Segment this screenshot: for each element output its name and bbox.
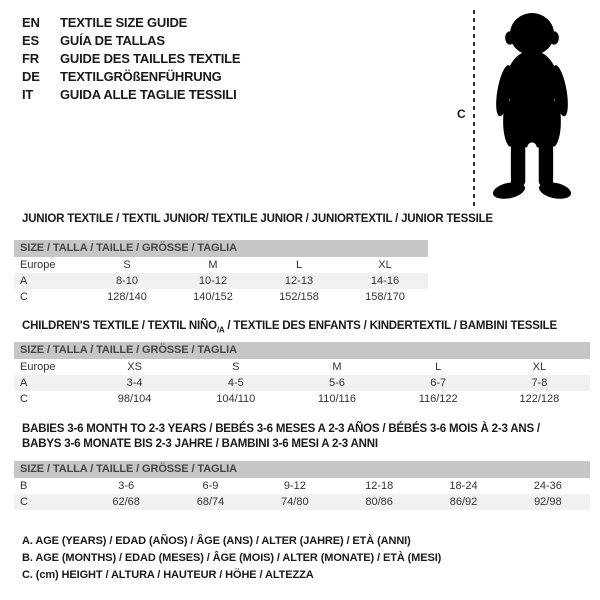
babies-section-title <box>22 422 540 452</box>
height-cell: 122/128 <box>519 393 560 405</box>
language-code: FR <box>22 51 39 66</box>
table-row-height <box>14 494 590 510</box>
height-dashed-line <box>473 10 475 206</box>
language-row-de <box>22 68 240 86</box>
height-cell: 74/80 <box>281 496 309 508</box>
height-cell: 68/74 <box>196 496 225 508</box>
size-cell: M <box>208 259 218 271</box>
row-label: A <box>20 275 28 287</box>
months-cell: 9-12 <box>283 480 306 492</box>
language-title: GUIDE DES TAILLES TEXTILE <box>60 51 241 66</box>
children-title-sub: /A <box>216 325 225 335</box>
size-cell: M <box>332 361 342 373</box>
row-label: C <box>20 291 28 303</box>
size-cell: XL <box>378 259 392 271</box>
table-row-age <box>14 273 428 289</box>
measure-c-label: C <box>457 107 466 121</box>
language-title: TEXTILE SIZE GUIDE <box>60 15 188 30</box>
language-code: ES <box>22 33 39 48</box>
height-cell: 110/116 <box>317 393 357 405</box>
height-cell: 158/170 <box>365 291 405 303</box>
size-header-bar: SIZE / TALLA / TAILLE / GRÖSSE / TAGLIA <box>14 461 590 478</box>
children-title-post: / TEXTILE DES ENFANTS / KINDERTEXTIL / BAMBINI TESSILE <box>224 320 557 332</box>
height-cell: 152/158 <box>279 291 319 303</box>
language-code: DE <box>22 69 40 84</box>
language-row-it <box>22 86 240 104</box>
row-label: C <box>20 496 28 508</box>
children-title-pre: CHILDREN'S TEXTILE / TEXTIL NIÑO <box>22 320 217 332</box>
babies-title-line2: BABYS 3-6 MONATE BIS 2-3 JAHRE / BAMBINI 3-6 MESI A 2-3 ANNI <box>22 438 378 450</box>
size-header-bar: SIZE / TALLA / TAILLE / GRÖSSE / TAGLIA <box>14 342 590 359</box>
height-cell: 140/152 <box>193 291 233 303</box>
age-cell: 10-12 <box>198 275 228 287</box>
junior-size-table <box>14 240 428 305</box>
age-cell: 12-13 <box>284 275 314 287</box>
size-header-bar: SIZE / TALLA / TAILLE / GRÖSSE / TAGLIA <box>14 240 428 257</box>
age-cell: 4-5 <box>227 377 244 389</box>
table-row-height <box>14 289 428 305</box>
language-row-en <box>22 14 240 32</box>
months-cell: 6-9 <box>202 480 219 492</box>
size-cell: S <box>123 259 131 271</box>
height-cell: 80/86 <box>365 496 393 508</box>
months-cell: 12-18 <box>365 480 394 492</box>
babies-size-table <box>14 461 590 510</box>
row-label: Europe <box>20 259 56 271</box>
children-section-title <box>22 320 557 334</box>
size-cell: XL <box>532 361 547 373</box>
language-title: GUÍA DE TALLAS <box>60 33 165 48</box>
language-code: EN <box>22 15 40 30</box>
note-c: C. (cm) HEIGHT / ALTURA / HAUTEUR / HÖHE / ALTEZZA <box>22 569 314 581</box>
height-cell: 116/122 <box>418 393 458 405</box>
junior-section-title: JUNIOR TEXTILE / TEXTIL JUNIOR/ TEXTILE JUNIOR / JUNIORTEXTIL / JUNIOR TESSILE <box>22 213 493 225</box>
table-row-europe <box>14 257 428 273</box>
age-cell: 5-6 <box>329 377 345 389</box>
height-cell: 98/104 <box>117 393 152 405</box>
size-cell: S <box>232 361 240 373</box>
age-cell: 7-8 <box>531 377 548 389</box>
row-label: C <box>20 393 28 405</box>
height-cell: 128/140 <box>107 291 147 303</box>
table-row-age <box>14 375 590 391</box>
legend-notes <box>22 533 441 584</box>
size-cell: L <box>295 259 303 271</box>
size-cell: L <box>435 361 442 373</box>
note-b: B. AGE (MONTHS) / EDAD (MESES) / ÂGE (MOIS) / ALTER (MONATE) / ETÀ (MESI) <box>22 552 442 564</box>
table-row-months <box>14 478 590 494</box>
height-cell: 92/98 <box>534 496 562 508</box>
age-cell: 14-16 <box>370 275 400 287</box>
row-label: Europe <box>20 361 56 373</box>
babies-title-line1: BABIES 3-6 MONTH TO 2-3 YEARS / BEBÉS 3-6 MESES A 2-3 AÑOS / BÉBÉS 3-6 MOIS À 2-3 ANS / <box>22 423 540 435</box>
age-cell: 8-10 <box>115 275 139 287</box>
language-title: TEXTILGRÖßENFÜHRUNG <box>60 69 222 84</box>
table-row-europe <box>14 359 590 375</box>
language-row-es <box>22 32 240 50</box>
months-cell: 24-36 <box>533 480 562 492</box>
language-row-fr <box>22 50 240 68</box>
height-cell: 86/92 <box>449 496 478 508</box>
months-cell: 3-6 <box>118 480 135 492</box>
toddler-silhouette-icon <box>484 9 580 207</box>
language-code: IT <box>22 87 34 102</box>
row-label: A <box>20 377 28 389</box>
age-cell: 3-4 <box>126 377 143 389</box>
language-title: GUIDA ALLE TAGLIE TESSILI <box>60 87 237 102</box>
note-a: A. AGE (YEARS) / EDAD (AÑOS) / ÂGE (ANS) / ALTER (JAHRE) / ETÀ (ANNI) <box>22 535 411 547</box>
months-cell: 18-24 <box>449 480 478 492</box>
table-row-height <box>14 391 590 407</box>
height-cell: 62/68 <box>112 496 140 508</box>
age-cell: 6-7 <box>430 377 447 389</box>
size-cell: XS <box>127 361 142 373</box>
children-size-table <box>14 342 590 407</box>
language-title-list <box>22 14 240 104</box>
height-measure-figure <box>450 6 595 210</box>
row-label: B <box>20 480 28 492</box>
height-cell: 104/110 <box>216 393 256 405</box>
